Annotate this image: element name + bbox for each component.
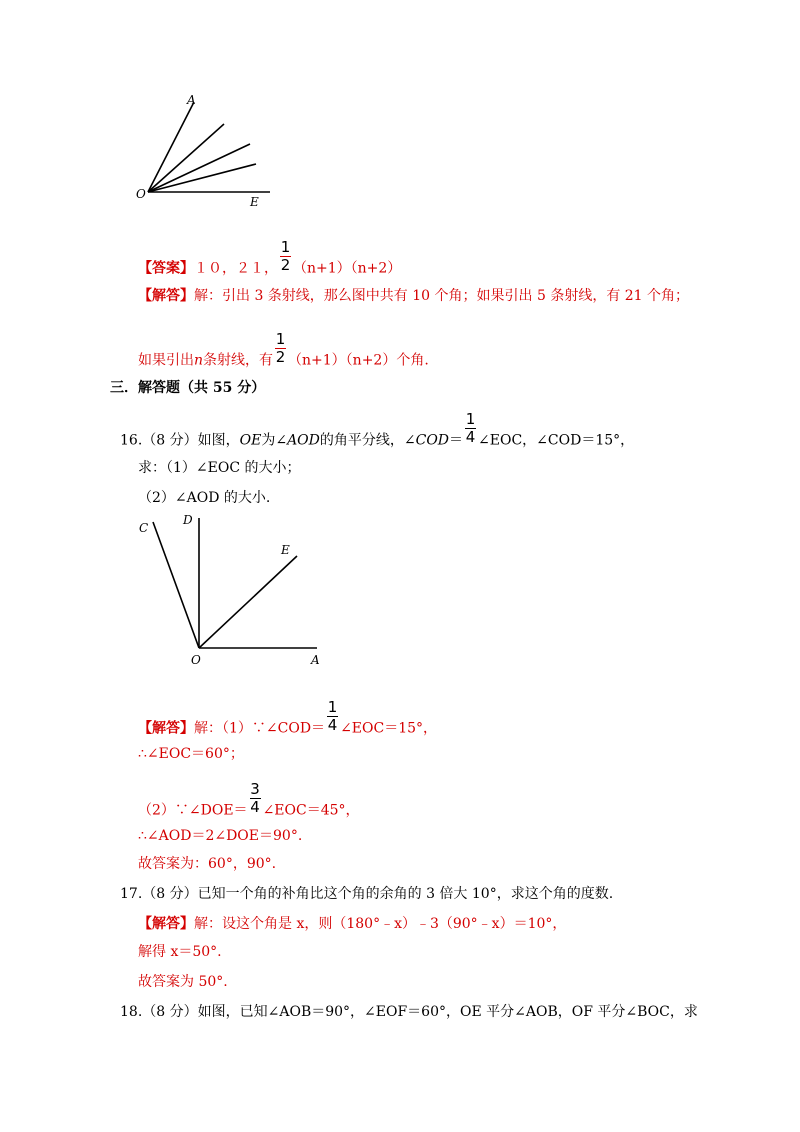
q16-ask1: 求：（1）∠EOC 的大小； — [138, 460, 301, 476]
label-o: O — [191, 653, 201, 667]
q16-solution-line5: 故答案为：60°，90°. — [138, 856, 277, 872]
fraction-half: $\frac{1}{2}$ — [280, 238, 291, 274]
figure-rays — [130, 88, 280, 213]
label-a: A — [187, 93, 196, 107]
q17-solution-line1: 【解答】解：设这个角是 x，则（180°﹣x）﹣3（90°﹣x）＝10°， — [138, 916, 567, 932]
fraction-half: $\frac{1}{2}$ — [275, 330, 286, 366]
label-e: E — [250, 195, 259, 209]
solution-tag: 【解答】 — [138, 288, 194, 304]
fraction-quarter: $\frac{1}{4}$ — [327, 698, 338, 734]
q16-solution-line2: ∴∠EOC＝60°； — [138, 746, 244, 762]
figure-angles — [135, 512, 335, 667]
label-c: C — [139, 521, 149, 535]
q17-question: 17.（8 分）已知一个角的补角比这个角的余角的 3 倍大 10°，求这个角的度数. — [120, 886, 614, 902]
q18-question: 18.（8 分）如图，已知∠AOB＝90°，∠EOF＝60°，OE 平分∠AOB，OF 平分∠BOC，求 — [120, 1004, 698, 1020]
answer-tag: 【答案】 — [138, 260, 194, 277]
section-title: 三．解答题（共 55 分） — [110, 380, 266, 396]
label-a: A — [311, 653, 320, 667]
q16-question: 16.（8 分）如图，OE为∠AOD的角平分线，∠COD＝ $\frac{1}{4}$ ∠EOC，∠COD＝15°， — [120, 410, 635, 449]
fraction-quarter: $\frac{1}{4}$ — [465, 410, 476, 446]
q15-answer — [138, 238, 402, 285]
q17-solution-line2: 解得 x＝50°. — [138, 944, 222, 960]
answer-tail: （n+1）（n+2） — [293, 260, 402, 277]
fraction-three-quarters: $\frac{3}{4}$ — [250, 780, 260, 816]
label-o: O — [136, 187, 146, 201]
q16-solution-line1: 【解答】解：（1）∵∠COD＝ $\frac{1}{4}$ ∠EOC＝15°， — [138, 698, 438, 737]
label-d: D — [183, 513, 193, 527]
label-e: E — [281, 543, 290, 557]
q17-solution-line3: 故答案为 50°. — [138, 974, 228, 990]
answer-values: １０，２１， — [194, 260, 278, 277]
q15-solution-line1: 【解答】解：引出 3 条射线，那么图中共有 10 个角；如果引出 5 条射线，有 21 个角； — [138, 288, 690, 304]
q16-solution-line3: （2）∵∠DOE＝ $\frac{3}{4}$ ∠EOC＝45°， — [138, 780, 360, 819]
q16-ask2: （2）∠AOD 的大小. — [138, 490, 271, 506]
q15-solution-line2: 如果引出n条射线，有 $\frac{1}{2}$ （n+1）（n+2）个角. — [138, 330, 429, 369]
q16-solution-line4: ∴∠AOD＝2∠DOE＝90°. — [138, 828, 303, 844]
